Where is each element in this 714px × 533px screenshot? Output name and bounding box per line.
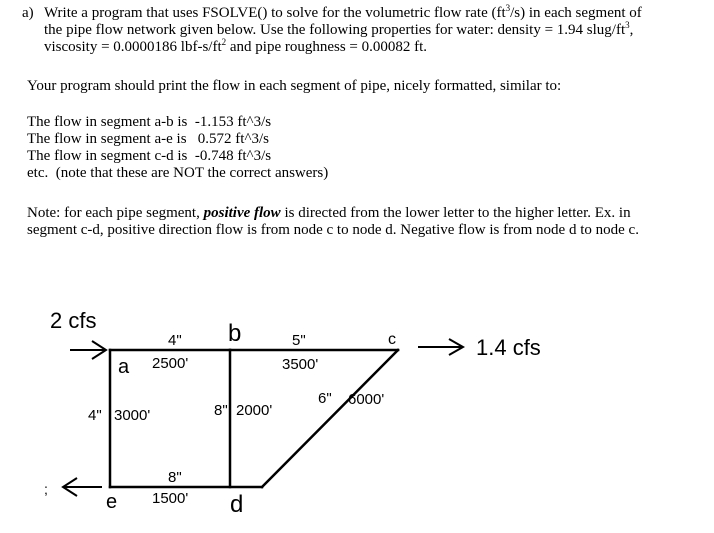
note-line-2: segment c-d, positive direction flow is from node c to node d. Negative flow is from node d to node c. bbox=[27, 222, 639, 238]
pipe-network-diagram bbox=[0, 290, 714, 533]
pipe-cd-length: 6000' bbox=[348, 391, 385, 408]
question-text bbox=[44, 5, 704, 56]
question-line-1: Write a program that uses FSOLVE() to solve for the volumetric flow rate $(ft^3/s)$ in each segment of bbox=[44, 3, 642, 21]
inflow-label: 2 cfs bbox=[50, 308, 97, 333]
inflow-arrow-icon bbox=[70, 341, 106, 359]
outflow-e-mark: ; bbox=[44, 481, 48, 497]
pipe-ed-length: 1500' bbox=[152, 490, 189, 507]
pipe-ab-length: 2500' bbox=[152, 355, 189, 372]
question-label: a) bbox=[22, 5, 34, 21]
question-line-3: viscosity = 0.0000186 lbf-$s/ft^2$ and pipe roughness = 0.00082 ft. bbox=[44, 37, 428, 55]
pipe-bc-diameter: 5" bbox=[292, 332, 306, 349]
pipe-cd-diameter: 6" bbox=[318, 390, 332, 407]
node-c-label: c bbox=[388, 331, 396, 348]
outflow-c-label: 1.4 cfs bbox=[476, 335, 541, 360]
note-text bbox=[27, 205, 639, 239]
example-line: The flow in segment a-b is -1.153 ft^3/s bbox=[27, 114, 272, 130]
pipe-bd-length: 2000' bbox=[236, 402, 273, 419]
node-b-label: b bbox=[228, 320, 242, 347]
pipe-bc-length: 3500' bbox=[282, 356, 319, 373]
outflow-arrow-c-icon bbox=[418, 339, 463, 355]
question-line-2: the pipe flow network given below. Use the following properties for water: density = 1.94 slug/$ft^3$, bbox=[44, 20, 634, 38]
node-e-label: e bbox=[106, 491, 118, 513]
intro-text: Your program should print the flow in each segment of pipe, nicely formatted, similar to: bbox=[27, 78, 562, 94]
pipe-ed-diameter: 8" bbox=[168, 469, 182, 486]
pipe-ab-diameter: 4" bbox=[168, 332, 182, 349]
example-output bbox=[27, 114, 328, 182]
note-line-1: Note: for each pipe segment, positive flow is directed from the lower letter to the higher letter. Ex. in bbox=[27, 205, 631, 221]
node-d-label: d bbox=[230, 491, 244, 518]
pipe-ae-length: 3000' bbox=[114, 407, 151, 424]
node-a-label: a bbox=[118, 356, 130, 378]
example-line: The flow in segment c-d is -0.748 ft^3/s bbox=[27, 148, 272, 164]
pipe-ae-diameter: 4" bbox=[88, 407, 102, 424]
example-line: The flow in segment a-e is 0.572 ft^3/s bbox=[27, 131, 269, 147]
example-line: etc. (note that these are NOT the correct answers) bbox=[27, 165, 329, 181]
outflow-arrow-e-icon bbox=[63, 478, 102, 496]
pipe-bd-diameter: 8" bbox=[214, 402, 228, 419]
